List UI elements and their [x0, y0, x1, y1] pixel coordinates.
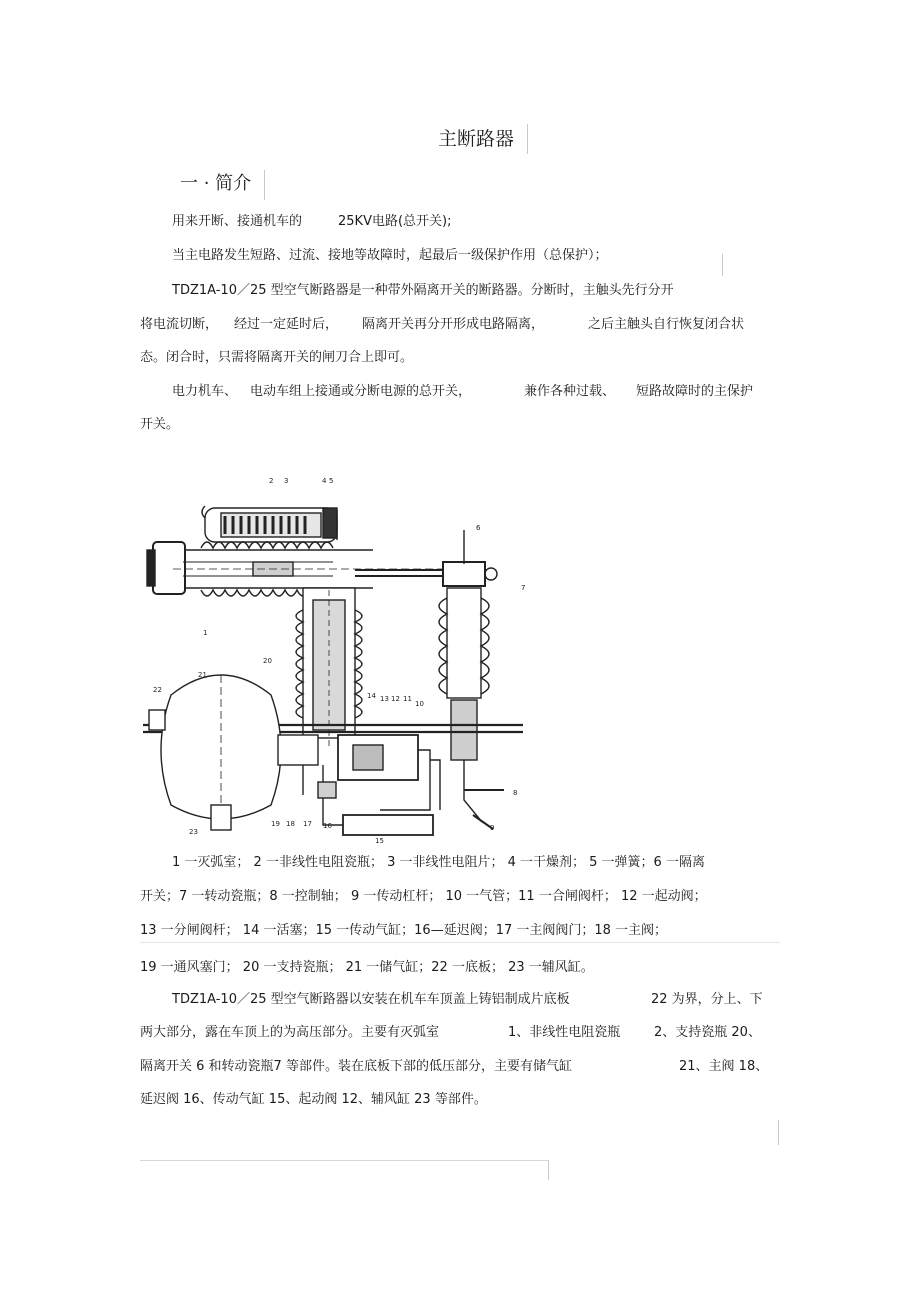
paragraph-5-line-1a: TDZ1A-10／25 型空气断路器以安装在机车车顶盖上铸铝制成片底板: [172, 992, 570, 1007]
scan-line: [548, 1160, 549, 1180]
label-4: 4: [322, 477, 327, 485]
label-15: 15: [375, 837, 384, 845]
legend-line-2: 开关；7 一转动瓷瓶；8 一控制轴； 9 一传动杠杆； 10 一气管；11 一合闸阀杆； 12 一起动阀；: [140, 889, 707, 904]
label-1: 1: [203, 629, 208, 637]
label-7: 7: [521, 584, 526, 592]
circuit-breaker-diagram: [143, 470, 535, 845]
scan-line: [264, 170, 265, 200]
paragraph-1b: 25KV电路(总开关);: [338, 214, 452, 229]
paragraph-5-line-4: 延迟阀 16、传动气缸 15、起动阀 12、辅风缸 23 等部件。: [140, 1092, 487, 1107]
paragraph-1: 用来开断、接通机车的: [172, 214, 303, 229]
page-title: 主断路器: [438, 128, 515, 150]
paragraph-3-line-2a: 将电流切断，: [140, 317, 219, 332]
section-heading: 一 · 简介: [180, 173, 252, 194]
label-22: 22: [153, 686, 162, 694]
label-9: 9: [490, 824, 495, 832]
label-13: 13: [380, 695, 389, 703]
paragraph-5-line-2b: 1、非线性电阻瓷瓶: [508, 1025, 621, 1040]
label-17: 17: [303, 820, 312, 828]
legend-line-1: 1 一灭弧室； 2 一非线性电阻瓷瓶； 3 一非线性电阻片； 4 一干燥剂； 5 一弹簧；6 一隔离: [172, 855, 705, 870]
label-10: 10: [415, 700, 424, 708]
paragraph-5-line-3a: 隔离开关 6 和转动瓷瓶7 等部件。装在底板下部的低压部分，主要有储气缸: [140, 1059, 572, 1074]
paragraph-5-line-3b: 21、主阀 18、: [679, 1059, 769, 1074]
label-23: 23: [189, 828, 198, 836]
scan-line: [527, 124, 528, 154]
paragraph-5-line-1b: 22 为界，分上、下: [651, 992, 763, 1007]
paragraph-3-line-1: TDZ1A-10／25 型空气断路器是一种带外隔离开关的断路器。分断时，主触头先行分开: [172, 283, 674, 298]
label-5: 5: [329, 477, 334, 485]
paragraph-3-line-3: 态。闭合时，只需将隔离开关的闸刀合上即可。: [140, 350, 414, 365]
label-20: 20: [263, 657, 272, 665]
paragraph-4-line-1d: 短路故障时的主保护: [636, 384, 754, 399]
label-3: 3: [284, 477, 289, 485]
scan-line: [778, 1120, 779, 1145]
paragraph-5-line-2a: 两大部分，露在车顶上的为高压部分。主要有灭弧室: [140, 1025, 440, 1040]
label-16: 16: [323, 822, 332, 830]
label-18: 18: [286, 820, 295, 828]
label-21: 21: [198, 671, 207, 679]
paragraph-4-line-1c: 兼作各种过载、: [524, 384, 616, 399]
label-19: 19: [271, 820, 280, 828]
label-14: 14: [367, 692, 376, 700]
arc-chamber: [202, 506, 337, 542]
legend-line-3: 13 一分闸阀杆； 14 一活塞；15 一传动气缸；16—延迟阀；17 一主阀阀门；18 一主阀；: [140, 923, 668, 938]
paragraph-5-line-2c: 2、支持瓷瓶 20、: [654, 1025, 761, 1040]
paragraph-3-line-2b: 经过一定延时后，: [234, 317, 339, 332]
label-2: 2: [269, 477, 274, 485]
legend-line-4: 19 一通风塞门； 20 一支持瓷瓶； 21 一储气缸；22 一底板； 23 一辅风缸。: [140, 960, 594, 975]
paragraph-3-line-2c: 隔离开关再分开形成电路隔离，: [362, 317, 545, 332]
paragraph-3-line-2d: 之后主触头自行恢复闭合状: [588, 317, 745, 332]
scan-line: [140, 942, 780, 943]
label-6: 6: [476, 524, 481, 532]
label-12: 12: [391, 695, 400, 703]
scan-line: [140, 1160, 548, 1161]
scan-line: [722, 254, 723, 276]
air-reservoir: [149, 675, 281, 830]
label-8: 8: [513, 789, 518, 797]
paragraph-2: 当主电路发生短路、过流、接地等故障时，起最后一级保护作用（总保护）；: [172, 248, 608, 263]
paragraph-4-line-1a: 电力机车、: [172, 384, 238, 399]
paragraph-4-line-1b: 电动车组上接通或分断电源的总开关，: [250, 384, 472, 399]
label-11: 11: [403, 695, 412, 703]
paragraph-4-line-2: 开关。: [140, 417, 180, 432]
